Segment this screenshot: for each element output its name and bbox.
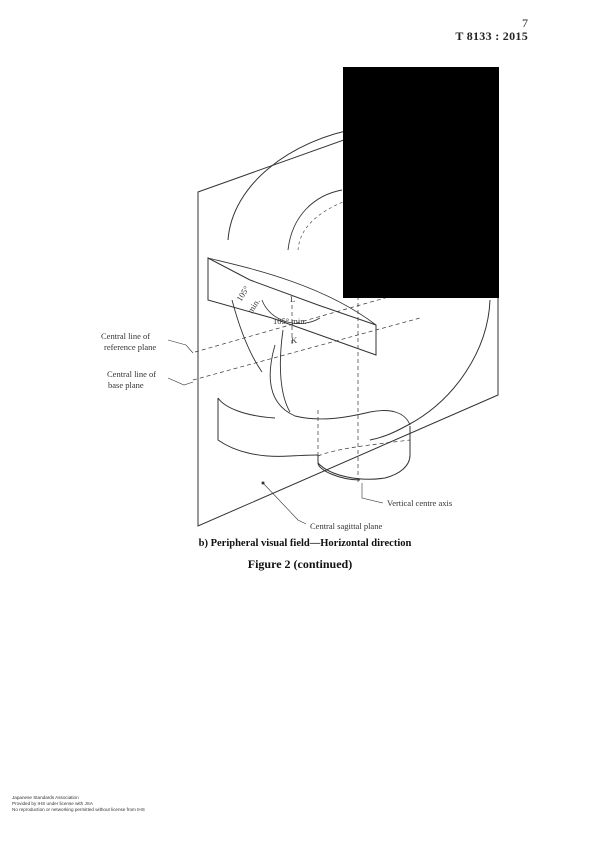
- label-sagittal-plane: Central sagittal plane: [310, 521, 383, 531]
- footer-line-2: Provided by IHS under license with JSA: [12, 801, 93, 806]
- base-plane-line: [193, 318, 420, 380]
- label-angle-lower: 105° min.: [273, 316, 307, 326]
- license-footer: [12, 795, 145, 813]
- label-vertical-axis: Vertical centre axis: [387, 498, 453, 508]
- neck-outline: [318, 463, 360, 480]
- face-profile: [270, 345, 410, 425]
- chin-block: [218, 398, 318, 456]
- label-base-plane-2: base plane: [108, 380, 144, 390]
- label-angle-upper-deg: 105°: [234, 284, 252, 304]
- label-base-plane-1: Central line of: [107, 369, 157, 379]
- label-point-l: L: [290, 294, 296, 304]
- document-code: T 8133 : 2015: [455, 29, 528, 43]
- label-point-k: K: [291, 335, 298, 345]
- label-ref-plane-2: reference plane: [104, 342, 157, 352]
- figure-subcaption: b) Peripheral visual field—Horizontal direction: [198, 538, 412, 549]
- label-ref-plane-1: Central line of: [101, 331, 151, 341]
- label-angle-upper-min: min.: [245, 296, 262, 316]
- footer-line-1: Japanese Standards Association: [12, 795, 79, 800]
- head-inner-contour: [288, 190, 342, 250]
- page-number: 7: [522, 16, 528, 30]
- footer-line-3: No reproduction or networking permitted without license from IHS: [12, 807, 145, 812]
- figure-caption: Figure 2 (continued): [247, 557, 353, 571]
- redaction-block: [343, 67, 499, 298]
